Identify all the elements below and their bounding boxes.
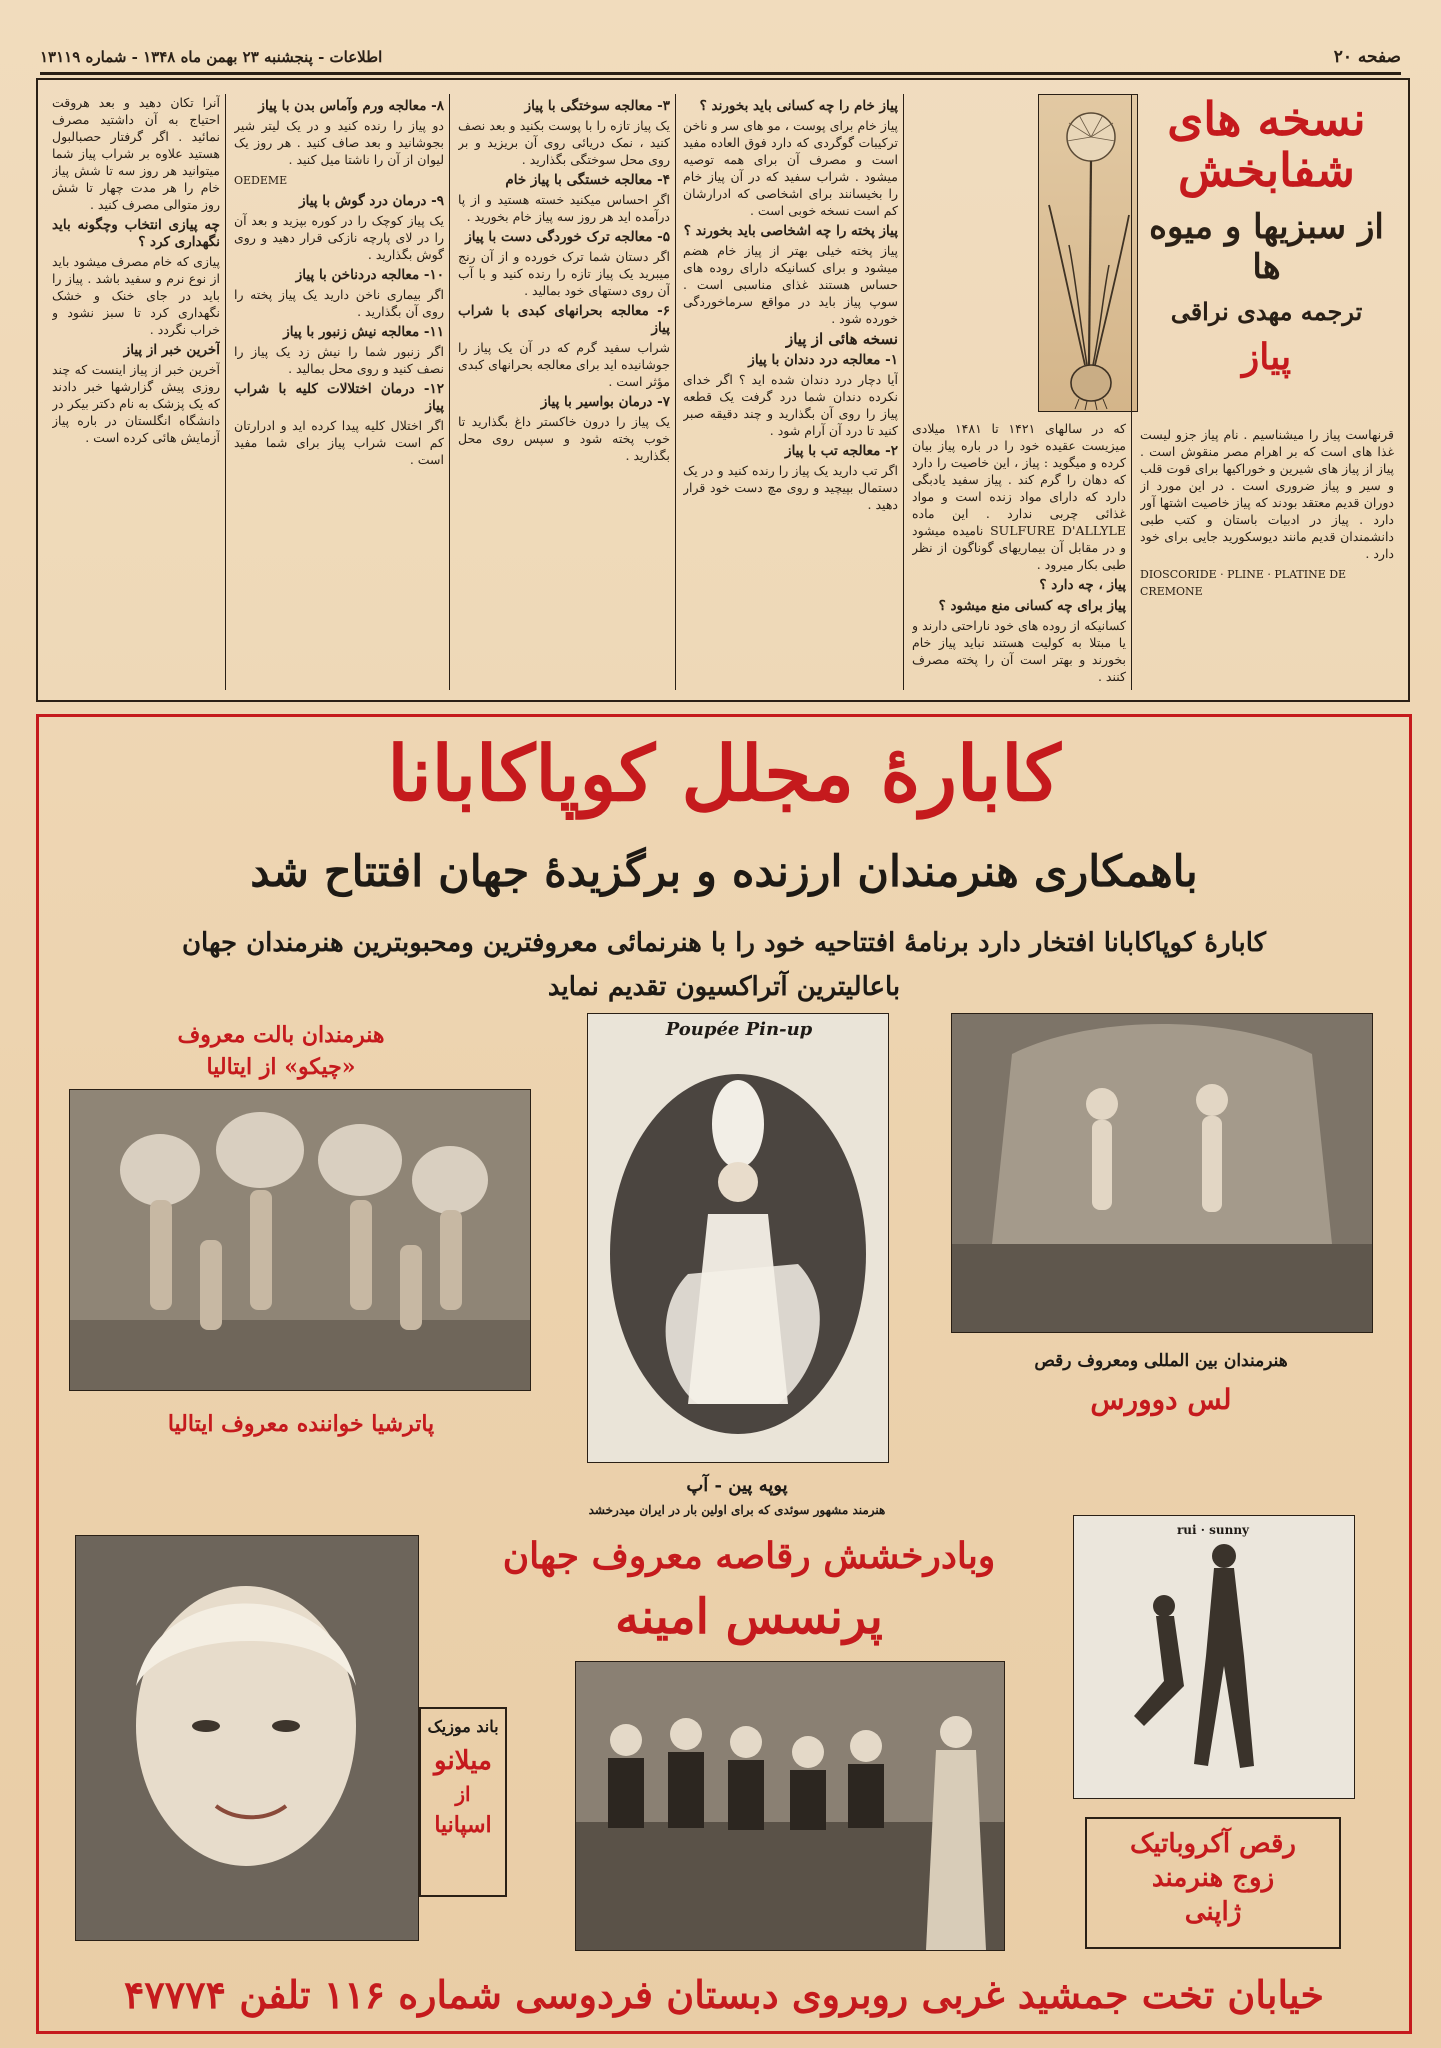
- section-heading: ۱- معالجه درد دندان با پیاز: [748, 352, 898, 368]
- article-column-6: [52, 94, 220, 690]
- column-rule: [903, 94, 904, 690]
- princess-intro: وبادرخشش رقاصه معروف جهان: [502, 1535, 996, 1577]
- section-heading: پیاز برای چه کسانی منع میشود ؟: [938, 598, 1126, 614]
- patricia-photo: [75, 1535, 419, 1941]
- paragraph: آخرین خبر از پیاز اینست که چند روزی پیش گزارشها خبر دادند که یک پزشک به نام دکتر بیکر در دانشگاه انگلستان در باره پیاز آزمایش هائی کرده است .: [52, 362, 220, 445]
- onion-article: [36, 78, 1410, 702]
- paragraph: کسانیکه از روده های خود ناراحتی دارند و یا مبتلا به کولیت هستند نباید پیاز خام بخورند و بهتر است آن را پخته مصرف کنند .: [912, 618, 1126, 684]
- band-from: از: [455, 1782, 471, 1806]
- column-rule: [449, 94, 450, 690]
- article-column-5: [234, 94, 444, 690]
- article-column-4: [458, 94, 670, 690]
- article-column-1: [1140, 426, 1394, 688]
- article-title-block: [1139, 94, 1394, 378]
- paragraph: آیا دچار درد دندان شده اید ؟ اگر خدای نکرده دندان شما درد گرفت یک قطعه پیاز را روی آن بگذارید و چند دقیقه صبر کنید تا درد آن آرام شود .: [683, 372, 898, 438]
- article-topic: پیاز: [1241, 336, 1292, 379]
- paragraph: یک پیاز تازه را با پوست بکنید و بعد نصف کنید ، نمک دریائی روی آن بریزید و بر روی محل سوختگی بگذارید .: [458, 118, 670, 167]
- section-heading: ۱۰- معالجه دردناخن با پیاز: [295, 267, 444, 283]
- band-photo: [575, 1661, 1005, 1951]
- paragraph: آنرا تکان دهید و بعد هروقت احتیاج به آن داشتید مصرف نمائید . اگر گرفتار حصبالبول هستید علاوه بر شراب پیاز شما میتوانید هر روز سه تا شش پیاز خام را هر مدت چهار تا شش روز متوالی مصرف کنید .: [52, 95, 220, 212]
- ballet-label: هنرمندان بالت معروف «چیکو» از ایتالیا: [177, 1022, 385, 1080]
- paragraph: پیاز پخته خیلی بهتر از پیاز خام هضم میشود و برای کسانیکه دارای روده های حساس هستند غذای مناسبی است . سوپ پیاز باید در مواقع سرماخوردگی خورده شود .: [683, 243, 898, 326]
- ad-address: خیابان تخت جمشید غربی روبروی دبستان فردوسی شماره ۱۱۶ تلفن ۴۷۷۷۴: [123, 1972, 1325, 2017]
- acrobatic-caption: rui · sunny: [1176, 1523, 1250, 1537]
- section-heading: ۵- معالجه ترک خوردگی دست با پیاز: [465, 229, 670, 245]
- page-header: [40, 42, 1401, 75]
- acrobatic-pair: زوج هنرمند: [1151, 1863, 1275, 1893]
- princess-name: پرنسس امینه: [615, 1589, 883, 1645]
- paragraph: اگر بیماری ناخن دارید یک پیاز پخته را روی آن بگذارید .: [234, 287, 444, 319]
- column-rule: [1131, 94, 1132, 690]
- section-heading: ۶- معالجه بحرانهای کبدی با شراب پیاز: [458, 303, 670, 336]
- paragraph: یک پیاز کوچک را در کوره بپزید و بعد آن را در لای پارچه نازکی قرار دهید و روی گوش بگذارید .: [234, 213, 444, 262]
- acrobatic-box: [1085, 1817, 1341, 1949]
- pinup-name: پوپه پین - آپ: [686, 1475, 788, 1496]
- dancers-name: لس دوورس: [1090, 1383, 1232, 1416]
- section-heading: ۸- معالجه ورم وآماس بدن با پیاز: [258, 98, 444, 114]
- ballet-photo: [69, 1089, 531, 1391]
- ad-headline: کابارهٔ مجلل کوپاکابانا: [387, 729, 1061, 818]
- column-rule: [675, 94, 676, 690]
- acrobatic-origin: ژاپنی: [1184, 1897, 1242, 1927]
- paragraph: پیاز خام برای پوست ، مو های سر و ناخن ترکیبات گوگردی که دارد فوق العاده مفید است و مصرف آن برای همه توصیه میشود . شراب سفید که در آن پیاز خام را بخیسانند برای اشخاصی که ادرارشان کم است نسخه خوبی است .: [683, 118, 898, 218]
- section-heading: ۷- درمان بواسیر با پیاز: [540, 394, 670, 410]
- paragraph: اگر دستان شما ترک خورده و از آن رنج میبرید یک پیاز تازه را رنده کنید و با آب آن روی دستهای خود بمالید .: [458, 249, 670, 298]
- latin-names: DIOSCORIDE · PLINE · PLATINE DE CREMONE: [1140, 568, 1347, 598]
- paragraph: اگر اختلال کلیه پیدا کرده اید و ادرارتان کم است شراب پیاز برای شما مفید است .: [234, 418, 444, 467]
- section-heading: نسخه هائی از پیاز: [785, 330, 898, 348]
- section-heading: ۱۱- معالجه نیش زنبور با پیاز: [283, 324, 444, 340]
- paragraph: که در سالهای ۱۴۲۱ تا ۱۴۸۱ میلادی میزیست عقیده خود را در باره پیاز بیان کرده و میگوید : پیاز ، این خاصیت را دارد که دهان را گرم کند . پیاز سفید یادبگی دارد که دارای مواد زنده است و مواد غذائی چربی ندارد . این ماده SULFURE D'ALLYLE نامیده میشود و در مقابل آن بیماریهای گوناگون از نظر طبی بکار میرود .: [912, 421, 1126, 572]
- onion-plant-illustration: [1038, 94, 1138, 412]
- issue-line: اطلاعات - پنجشنبه ۲۳ بهمن ماه ۱۳۴۸ - شماره ۱۳۱۱۹: [40, 48, 383, 66]
- section-heading: پیاز خام را چه کسانی باید بخورند ؟: [699, 98, 898, 114]
- section-heading: چه پیازی انتخاب وچگونه باید نگهداری کرد ؟: [52, 217, 220, 250]
- ad-description: کابارهٔ کوپاکابانا افتخار دارد برنامهٔ افتتاحیه خود را با هنرنمائی معروفترین ومحبوبترین هنرمندان جهان باعالیترین آتراکسیون تقدیم نماید: [181, 928, 1267, 1002]
- article-column-2: [912, 420, 1126, 690]
- dancers-photo: [951, 1013, 1373, 1333]
- article-column-3: [683, 94, 898, 690]
- paragraph: قرنهاست پیاز را میشناسیم . نام پیاز جزو لیست غذا های است که بر اهرام مصر منقوش است . پیاز از پیاز های شیرین و خوراکیها برای قوت قلب و سیر و پیاز ضروری است . در این مورد از دوران قدیم معتقد بودند که پیاز خاصیت اشتها آور دارد . پیاز در ادبیات باستان و کتب طبی دانشمندان قدیم مانند دیوسکورید جایی برای خود دارد .: [1140, 427, 1394, 561]
- pinup-photo: [587, 1013, 889, 1463]
- section-heading: پیاز پخته را چه اشخاصی باید بخورند ؟: [683, 223, 898, 239]
- cabaret-advertisement: [36, 714, 1412, 2034]
- article-title: نسخه های شفابخش: [1167, 92, 1366, 197]
- ad-subheadline: باهمکاری هنرمندان ارزنده و برگزیدهٔ جهان افتتاح شد: [250, 847, 1198, 897]
- article-translator: ترجمه مهدی نراقی: [1170, 297, 1363, 327]
- band-name: میلانو: [434, 1746, 492, 1776]
- section-heading: ۲- معالجه تب با پیاز: [785, 443, 898, 459]
- paragraph: اگر زنبور شما را نیش زد یک پیاز را نصف کنید و روی محل بمالید .: [234, 344, 444, 376]
- acrobatic-title: رقص آکروباتیک: [1130, 1829, 1296, 1859]
- band-country: اسپانیا: [434, 1812, 492, 1838]
- dancers-label: هنرمندان بین المللی ومعروف رقص: [1034, 1351, 1288, 1371]
- section-heading: ۴- معالجه خستگی با پیاز خام: [505, 172, 670, 188]
- section-heading: ۳- معالجه سوختگی با پیاز: [524, 98, 670, 114]
- paragraph: اگر تب دارید یک پیاز را رنده کنید و در یک دستمال بپیچید و روی مچ دست خود قرار دهید .: [683, 463, 898, 512]
- paragraph: اگر احساس میکنید خسته هستید و از پا درآمده اید هر روز سه پیاز خام بخورید .: [458, 192, 670, 224]
- article-subtitle: از سبزیها و میوه ها: [1149, 207, 1384, 288]
- band-box: [419, 1707, 507, 1897]
- latin-label: OEDEME: [234, 174, 288, 187]
- paragraph: یک پیاز را درون خاکستر داغ بگذارید تا خوب پخته شود و سپس روی محل بگذارید .: [458, 414, 670, 463]
- page-number: صفحه ۲۰: [1333, 47, 1401, 67]
- section-heading: ۹- درمان درد گوش با پیاز: [299, 193, 444, 209]
- section-heading: آخرین خبر از پیاز: [123, 342, 220, 358]
- paragraph: پیازی که خام مصرف میشود باید از نوع نرم و سفید باشد . پیاز را باید در جای خنک و خشک نگهداری کرد تا سبز نشود و خراب نگردد .: [52, 254, 220, 337]
- pinup-description: هنرمند مشهور سوئدی که برای اولین بار در ایران میدرخشد: [588, 1503, 886, 1517]
- paragraph: دو پیاز را رنده کنید و در یک لیتر شیر بجوشانید و بعد صاف کنید . هر روز یک لیوان از آن را ناشتا میل کنید .: [234, 118, 444, 167]
- section-heading: ۱۲- درمان اختلالات کلیه با شراب پیاز: [234, 381, 444, 414]
- patricia-label: پاترشیا خواننده معروف ایتالیا: [167, 1411, 435, 1437]
- paragraph: شراب سفید گرم که در آن یک پیاز را جوشانیده اید برای معالجه بحرانهای کبدی مؤثر است .: [458, 340, 670, 389]
- column-rule: [225, 94, 226, 690]
- section-heading: پیاز ، چه دارد ؟: [1039, 577, 1126, 593]
- band-label: باند موزیک: [427, 1717, 499, 1736]
- pinup-caption: Poupée Pin-up: [665, 1019, 813, 1040]
- acrobatic-photo: [1073, 1515, 1355, 1799]
